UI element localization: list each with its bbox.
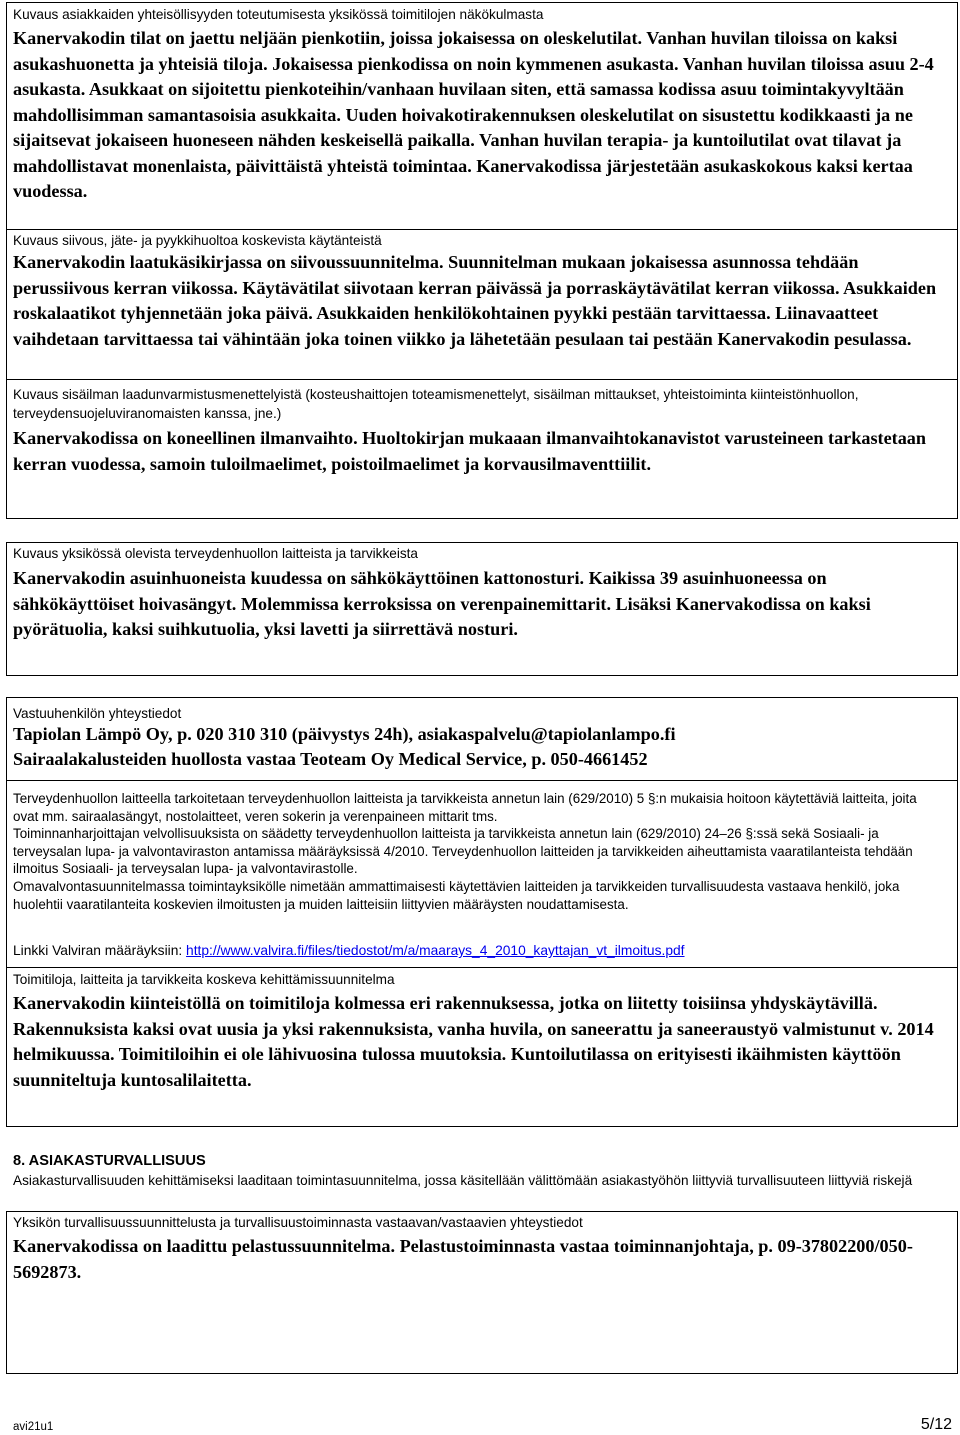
section-equipment-label: Kuvaus yksikössä olevista terveydenhuollon laitteista ja tarvikkeista xyxy=(13,546,418,561)
section-development-plan-text: Kanervakodin kiinteistöllä on toimitiloja kolmessa eri rakennuksessa, jotka on liitetty toisiinsa yhdyskäytävillä. Rakennuksista kaksi ovat uusia ja yksi rakennuksista, vanha huvila, on saneerattu ja saneeraustyö valmistunut v. 2014 helmikuussa. Toimitiloihin ei ole lähivuosina tulossa muutoksia. Kuntoilutilassa on erityisesti ikäihmisten käyttöön suunniteltuja kuntosalilaitetta. xyxy=(13,993,934,1090)
section-8-heading: 8. ASIAKASTURVALLISUUS xyxy=(13,1153,206,1169)
valvira-link[interactable]: http://www.valvira.fi/files/tiedostot/m/a/maarays_4_2010_kayttajan_vt_ilmoitus.pdf xyxy=(186,943,685,958)
section-cleaning-label: Kuvaus siivous, jäte- ja pyykkihuoltoa koskevista käytänteistä xyxy=(13,233,382,248)
regulations-paragraph-1: Terveydenhuollon laitteella tarkoitetaan terveydenhuollon laitteista ja tarvikkeista annetun lain (629/2010) 5 §:n mukaisia hoitoon käytettäviä laitteita, joita ovat mm. sairaalasängyt, nostolaitteet, veren sokerin ja verenpaineen mittarit tms. xyxy=(13,791,917,824)
section-equipment-text: Kanervakodin asuinhuoneista kuudessa on sähkökäyttöinen kattonosturi. Kaikissa 39 asuinhuoneessa on sähkökäyttöiset hoivasängyt. Molemmissa kerroksissa on verenpainemittarit. Lisäksi Kanervakodissa on kaksi pyörätuolia, kaksi suihkutuolia, yksi lavetti ja siirrettävä nosturi. xyxy=(13,568,871,639)
section-development-plan-label: Toimitiloja, laitteita ja tarvikkeita koskeva kehittämissuunnitelma xyxy=(13,972,395,987)
footer-page-number: 5/12 xyxy=(920,1416,952,1433)
section-safety-contacts-text: Kanervakodissa on laadittu pelastussuunnitelma. Pelastustoiminnasta vastaa toiminnanjohtaja, p. 09-37802200/050-5692873. xyxy=(13,1236,913,1282)
section-safety-contacts-label: Yksikön turvallisuussuunnittelusta ja turvallisuustoiminnasta vastaavan/vastaavien yhteystiedot xyxy=(13,1215,583,1230)
section-cleaning-text: Kanervakodin laatukäsikirjassa on siivoussuunnitelma. Suunnitelman mukaan jokaisessa asunnossa tehdään perussiivous kerran viikossa. Käytävätilat siivotaan kerran päivässä ja porraskäytävätilat kerran viikossa. Asukkaiden roskalaatikot tyhjennetään joka päivä. Asukkaiden henkilökohtainen pyykki pestään tarvittaessa. Liinavaatteet vaihdetaan tarvittaessa tai vähintään joka toinen viikko ja lähetetään pesulaan tai pestään Kanervakodin pesulassa. xyxy=(13,252,937,349)
section-community-label: Kuvaus asiakkaiden yhteisöllisyyden toteutumisesta yksikössä toimitilojen näkökulmasta xyxy=(13,7,544,22)
responsible-contact-line1: Tapiolan Lämpö Oy, p. 020 310 310 (päivystys 24h), asiakaspalvelu@tapiolanlampo.fi xyxy=(13,724,676,744)
valvira-link-prefix: Linkki Valviran määräyksiin: xyxy=(13,943,187,958)
footer-doc-code: avi21u1 xyxy=(13,1421,54,1433)
regulations-paragraph-3: Omavalvontasuunnitelmassa toimintayksikölle nimetään ammattimaisesti käytettävien laitteiden ja tarvikkeiden turvallisuudesta vastaava henkilö, joka huolehtii vaaratilanteita koskevien ilmoitusten ja muiden laitteisiin liittyvien määräysten noudattamisesta. xyxy=(13,879,900,912)
regulations-paragraph-2: Toiminnanharjoittajan velvollisuuksista on säädetty terveydenhuollon laitteista ja tarvikkeista annetun lain (629/2010) 24–26 §:ssä sekä Sosiaali- ja terveysalan lupa- ja valvontaviraston antamissa määräyksissä 4/2010. Terveydenhuollon laitteiden ja tarvikkeiden aiheuttamista vaaratilanteista tehdään ilmoitus Sosiaali- ja terveysalan lupa- ja valvontavirastolle. xyxy=(13,826,913,876)
section-8-intro: Asiakasturvallisuuden kehittämiseksi laaditaan toimintasuunnitelma, jossa käsitellään välittömään asiakastyöhön liittyviä turvallisuuteen liittyviä riskejä xyxy=(13,1173,913,1188)
section-indoor-air-text: Kanervakodissa on koneellinen ilmanvaihto. Huoltokirjan mukaaan ilmanvaihtokanavistot varusteineen tarkastetaan kerran vuodessa, samoin tuloilmaelimet, poistoilmaelimet ja korvausilmaventtiilit. xyxy=(13,428,927,474)
section-responsible-label: Vastuuhenkilön yhteystiedot xyxy=(13,706,182,721)
responsible-contact-line2: Sairaalakalusteiden huollosta vastaa Teoteam Oy Medical Service, p. 050-4661452 xyxy=(13,749,648,769)
valvira-link-row xyxy=(13,941,685,960)
section-indoor-air-label: Kuvaus sisäilman laadunvarmistusmenettelyistä (kosteushaittojen toteamismenettelyt, sisäilman mittaukset, yhteistoiminta kiinteistönhuollon, terveydensuojeluviranomaisten kanssa, jne.) xyxy=(13,387,859,421)
section-community-text: Kanervakodin tilat on jaettu neljään pienkotiin, joissa jokaisessa on oleskelutilat. Vanhan huvilan tiloissa on kaksi asukashuonetta ja yhteisiä tiloja. Jokaisessa pienkodissa on noin kymmenen asukasta. Vanhan huvilan tiloissa asuu 2-4 asukasta. Asukkaat on sijoitettu pienkoteihin/vanhaan huvilaan siten, että samassa kodissa asuu toimintakyvyltään mahdollisimman samantasoisia asukkaita. Uuden hoivakotirakennuksen oleskelutilat on sisustettu kodikkaasti ja ne sijaitsevat jokaiseen huoneseen nähden keskeisellä paikalla. Vanhan huvilan terapia- ja kuntoilutilat ovat tilavat ja mahdollistavat monenlaista, päivittäistä yhteistä toimintaa. Kanervakodissa järjestetään asukaskokous kaksi kertaa vuodessa. xyxy=(13,28,934,201)
